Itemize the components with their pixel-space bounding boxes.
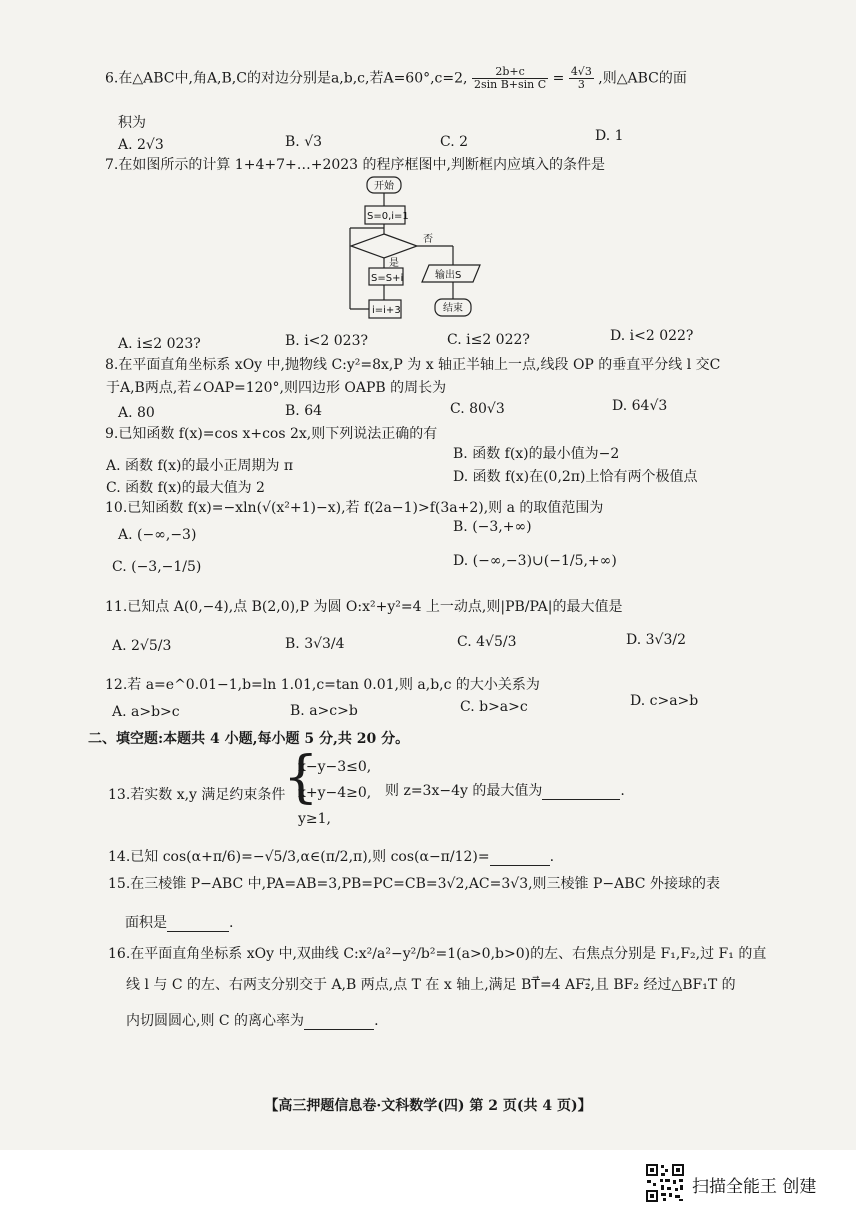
flow-end-label: 结束 [443,303,463,314]
q12-stem: 12.若 a=e^0.01−1,b=ln 1.01,c=tan 0.01,则 a,b,c 的大小关系为 [105,677,540,693]
q14-answer-blank[interactable] [490,851,550,866]
q7-stem: 7.在如图所示的计算 1+4+7+…+2023 的程序框图中,判断框内应填入的条件是 [105,157,605,173]
q10-option-c: C. (−3,−1/5) [112,559,202,575]
flow-no-label: 否 [423,234,433,245]
q8-option-a: A. 80 [118,405,155,421]
q11-option-d: D. 3√3/2 [626,632,686,648]
q7-option-c: C. i≤2 022? [447,332,530,348]
q9-option-d: D. 函数 f(x)在(0,2π)上恰有两个极值点 [453,469,698,485]
flow-decision-diamond [351,234,417,258]
q10-option-d: D. (−∞,−3)∪(−1/5,+∞) [453,553,617,569]
q13-constraint-3: y≥1, [298,811,331,827]
q16-answer-blank[interactable] [304,1015,374,1030]
q6-line2: 积为 [118,115,146,131]
flowchart [345,172,505,324]
q11-option-c: C. 4√5/3 [457,634,517,650]
q10-option-b: B. (−3,+∞) [453,519,532,535]
qr-code-icon [645,1163,685,1203]
q10-stem: 10.已知函数 f(x)=−xln(√(x²+1)−x),若 f(2a−1)>f(3a+2),则 a 的取值范围为 [105,500,604,516]
q13-constraint-2: x+y−4≥0, [298,785,372,801]
flow-inc-label: i=i+3 [372,305,401,316]
q8-option-d: D. 64√3 [612,398,668,414]
q15-line2: 面积是 . [125,915,234,931]
q9-stem: 9.已知函数 f(x)=cos x+cos 2x,则下列说法正确的有 [105,426,438,442]
q7-option-d: D. i<2 022? [610,328,694,344]
q8-option-b: B. 64 [285,403,323,419]
q14-stem: 14.已知 cos(α+π/6)=−√5/3,α∈(π/2,π),则 cos(α−π/12)= . [108,849,555,865]
q6-option-b: B. √3 [285,134,323,150]
q12-option-b: B. a>c>b [290,703,358,719]
scanner-watermark: 扫描全能王 创建 [692,1177,817,1197]
q16-line3: 内切圆圆心,则 C 的离心率为 . [126,1013,379,1029]
q8-line2: 于A,B两点,若∠OAP=120°,则四边形 OAPB 的周长为 [106,380,447,396]
q16-line1: 16.在平面直角坐标系 xOy 中,双曲线 C:x²/a²−y²/b²=1(a>0,b>0)的左、右焦点分别是 F₁,F₂,过 F₁ 的直 [108,946,767,962]
q7-option-a: A. i≤2 023? [118,336,201,352]
flow-start-label: 开始 [374,181,394,192]
q16-line2: 线 l 与 C 的左、右两支分别交于 A,B 两点,点 T 在 x 轴上,满足 BT⃗=4 AF₂⃗,且 BF₂ 经过△BF₁T 的 [126,977,736,993]
q13-answer-blank[interactable] [542,785,620,800]
q12-option-c: C. b>a>c [460,699,528,715]
q6-option-d: D. 1 [595,128,624,144]
q13-constraint-1: x−y−3≤0, [298,759,372,775]
flow-yes-label: 是 [389,258,399,269]
q15-answer-blank[interactable] [167,917,229,932]
q12-option-a: A. a>b>c [112,704,180,720]
q6-option-c: C. 2 [440,134,469,150]
page-footer: 【高三押题信息卷·文科数学(四) 第 2 页(共 4 页)】 [264,1098,592,1114]
q6-line1: 6.在△ABC中,角A,B,C的对边分别是a,b,c,若A=60°,c=2, $\frac{2b+c}{\text{2sin B+sin C}}$ = $\frac{4√3}{3}$ ,则△ABC的面 [105,65,687,91]
q11-option-b: B. 3√3/4 [285,636,345,652]
q7-option-b: B. i<2 023? [285,333,368,349]
q9-option-a: A. 函数 f(x)的最小正周期为 π [106,458,294,474]
flow-output-label: 输出S [435,270,462,281]
q15-line1: 15.在三棱锥 P−ABC 中,PA=AB=3,PB=PC=CB=3√2,AC=3√3,则三棱锥 P−ABC 外接球的表 [108,876,720,892]
q10-option-a: A. (−∞,−3) [118,527,197,543]
q9-option-b: B. 函数 f(x)的最小值为−2 [453,446,620,462]
q12-option-d: D. c>a>b [630,693,699,709]
q9-option-c: C. 函数 f(x)的最大值为 2 [106,480,265,496]
q6-frac2: $\frac{4√3}{3}$ [570,65,592,91]
q13-brace: { [283,745,319,810]
flow-sum-label: S=S+i [371,273,404,284]
q13-stem-post: 则 z=3x−4y 的最大值为 . [385,783,625,799]
q11-stem: 11.已知点 A(0,−4),点 B(2,0),P 为圆 O:x²+y²=4 上一动点,则|PB/PA|的最大值是 [105,599,623,615]
q13-stem-pre: 13.若实数 x,y 满足约束条件 [108,787,286,803]
q6-option-a: A. 2√3 [118,137,164,153]
q8-option-c: C. 80√3 [450,401,505,417]
q11-option-a: A. 2√5/3 [112,638,172,654]
q6-frac1: $\frac{2b+c}{\text{2sin B+sin C}}$ [473,65,547,91]
flow-init-label: S=0,i=1 [367,211,409,222]
q8-line1: 8.在平面直角坐标系 xOy 中,抛物线 C:y²=8x,P 为 x 轴正半轴上一点,线段 OP 的垂直平分线 l 交C [105,357,721,373]
section2-heading: 二、填空题:本题共 4 小题,每小题 5 分,共 20 分。 [88,731,410,747]
